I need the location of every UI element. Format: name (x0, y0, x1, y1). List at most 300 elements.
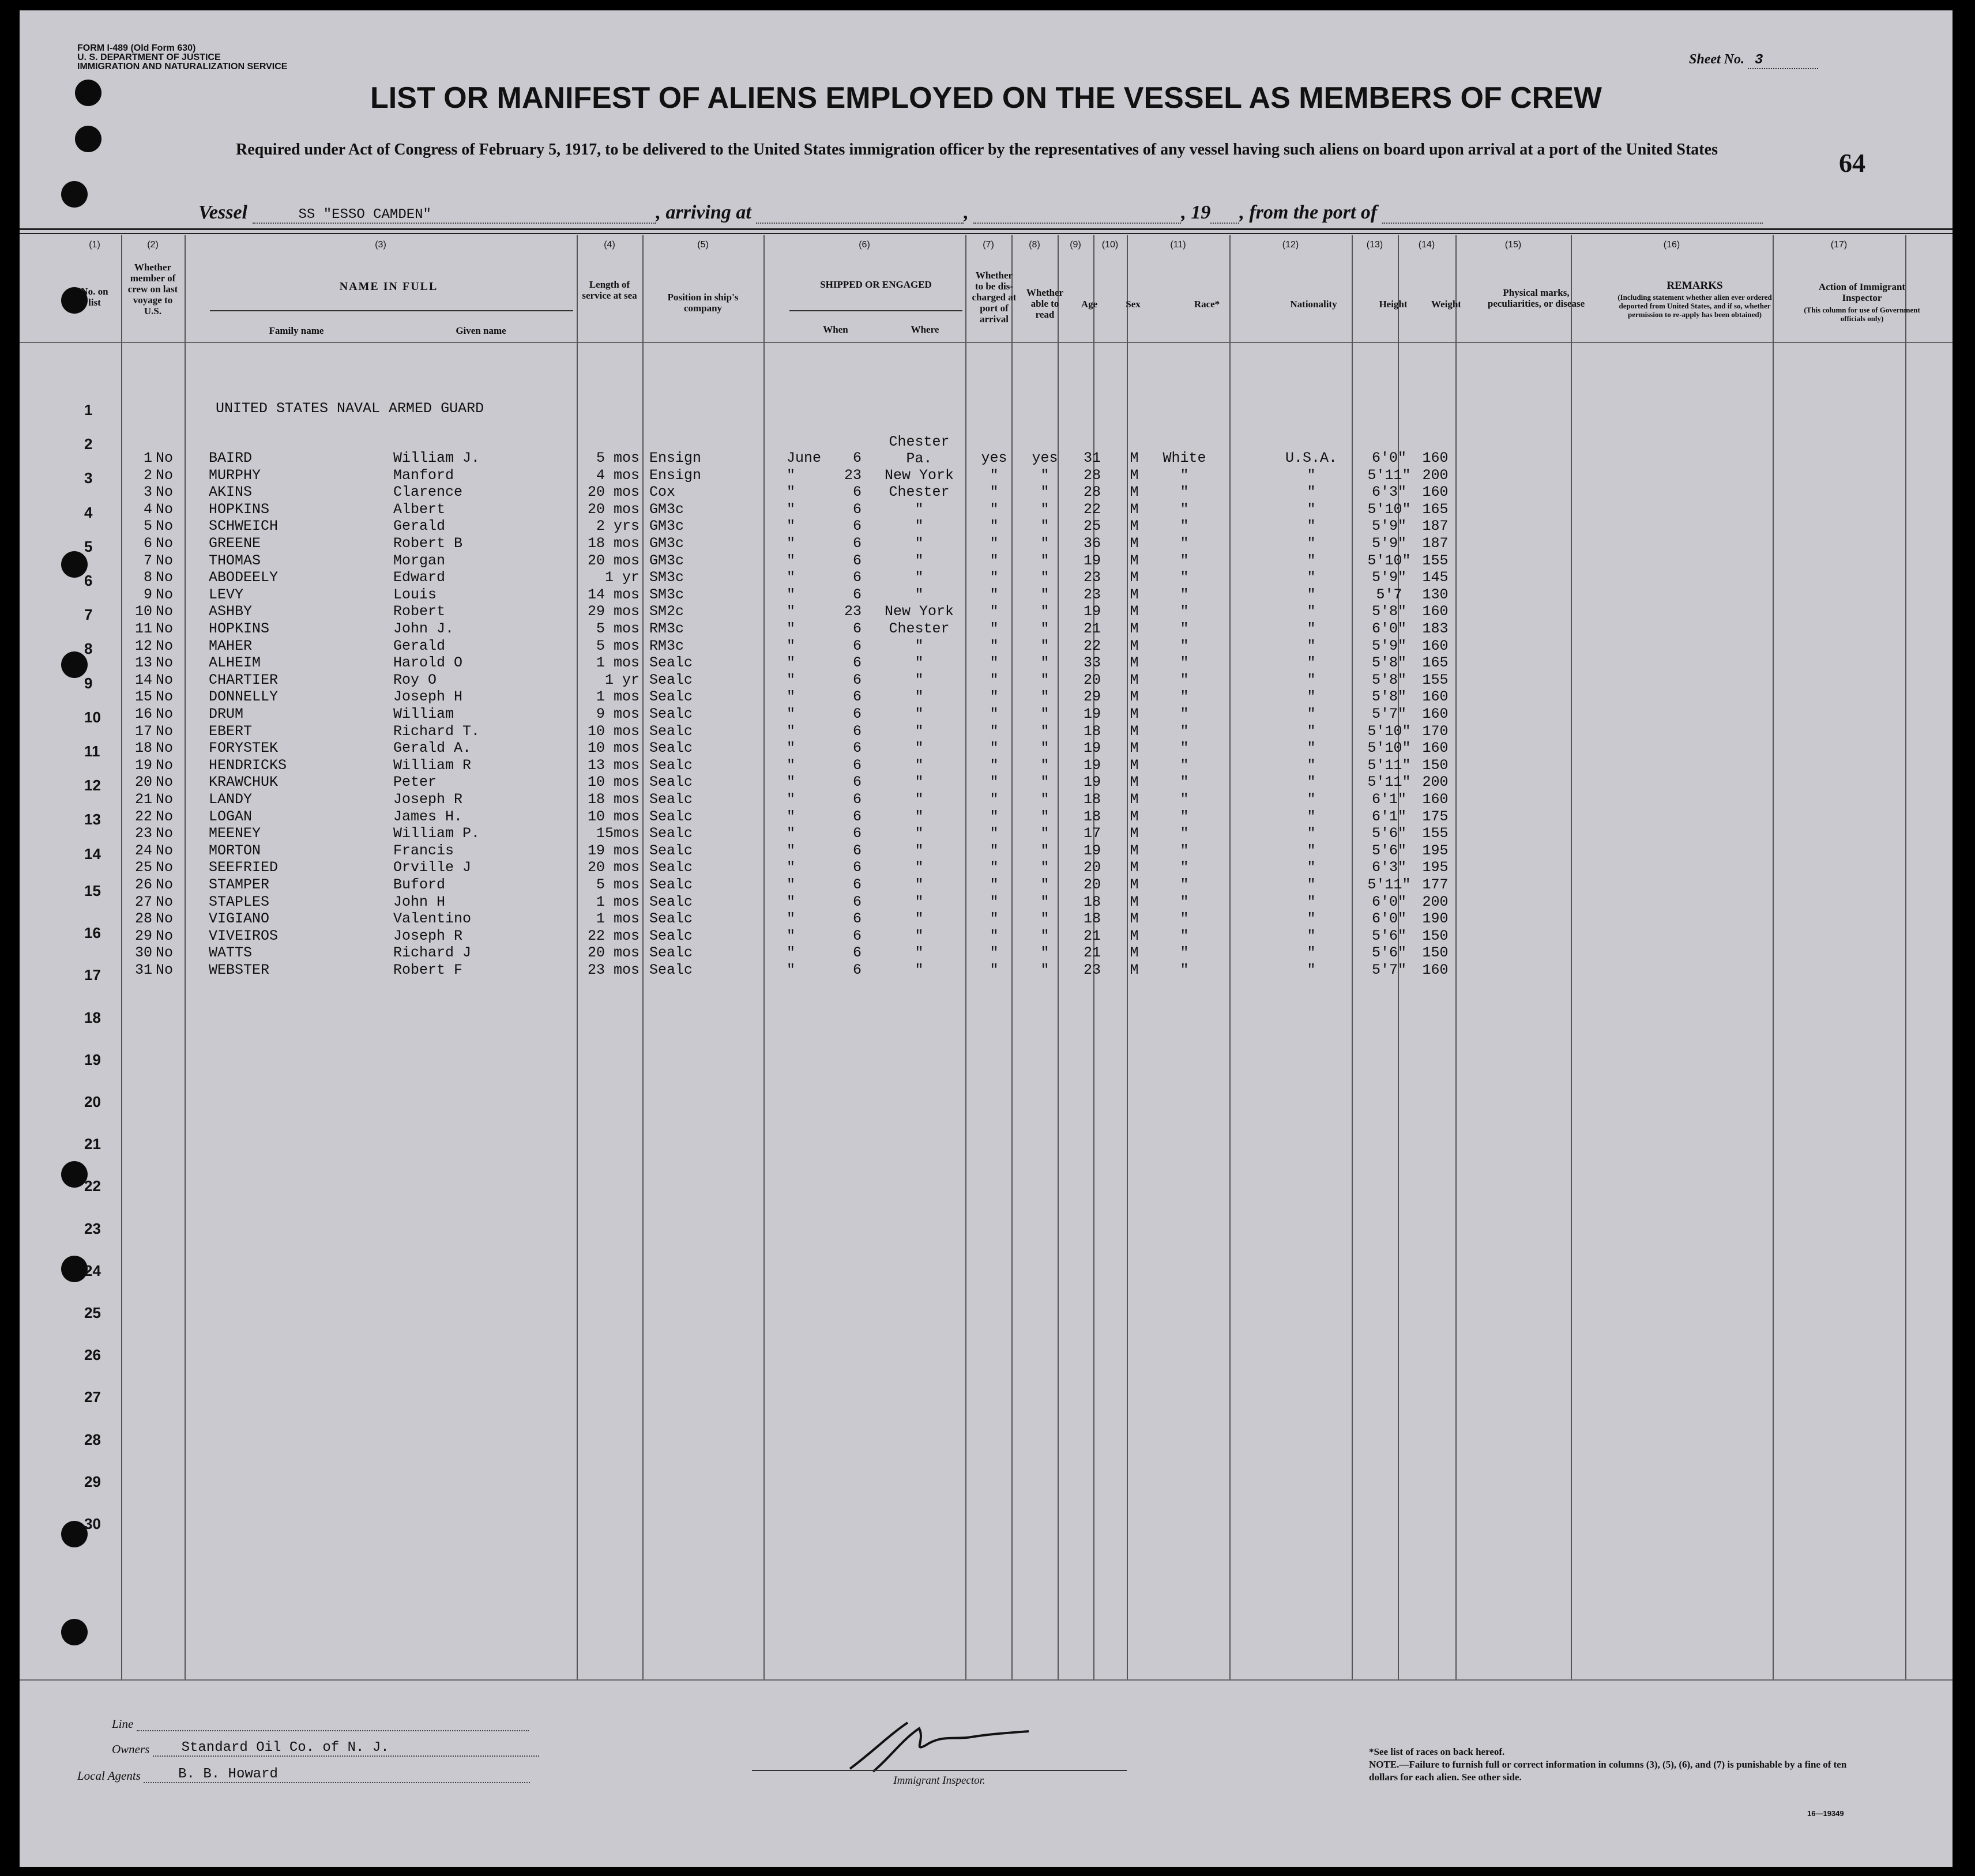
crew-previous-voyage: No (156, 552, 174, 569)
crew-previous-voyage: No (156, 484, 174, 500)
crew-height: 5'11" (1367, 467, 1411, 484)
crew-previous-voyage: No (156, 894, 174, 910)
crew-nationality: " (1307, 740, 1316, 756)
crew-weight: 160 (1422, 706, 1449, 722)
header-age: Age (1081, 299, 1098, 310)
sheet-number (1689, 52, 1818, 69)
crew-discharged: " (990, 808, 999, 825)
crew-discharged: " (990, 825, 999, 842)
agents-value: B. B. Howard (144, 1766, 530, 1783)
crew-where: New York (884, 603, 954, 620)
crew-weight: 187 (1422, 518, 1449, 534)
crew-given-name: William R (393, 757, 472, 774)
crew-height: 6'0" (1371, 894, 1406, 910)
line-number: 24 (84, 1262, 101, 1279)
crew-position: Sealc (649, 944, 693, 961)
crew-position: GM3c (649, 518, 684, 534)
line-number: 16 (84, 924, 101, 941)
line-number: 4 (84, 504, 93, 521)
crew-service-length: 5 mos (596, 450, 639, 466)
crew-race: " (1180, 774, 1189, 790)
crew-when-month: " (787, 791, 796, 808)
crew-able-to-read: " (1040, 638, 1049, 654)
crew-service-length: 1 mos (596, 688, 639, 705)
crew-when-day: 6 (852, 825, 862, 842)
line-field (112, 1717, 529, 1731)
binder-hole (61, 1619, 88, 1645)
line-number: 2 (84, 435, 93, 453)
crew-when-day: 6 (852, 723, 862, 740)
table-top-rule (20, 233, 1953, 234)
table-row (20, 603, 1953, 620)
crew-family-name: SEEFRIED (209, 859, 279, 876)
crew-when-month: " (787, 928, 796, 944)
crew-height: 5'7" (1371, 962, 1406, 978)
crew-when-month: " (787, 688, 796, 705)
crew-when-day: 6 (852, 535, 862, 552)
crew-able-to-read: " (1040, 928, 1049, 944)
crew-list-number: 1 (143, 450, 152, 466)
crew-race: " (1180, 603, 1189, 620)
crew-race: " (1180, 638, 1189, 654)
column-number: (7) (983, 240, 994, 250)
crew-weight: 150 (1422, 757, 1449, 774)
crew-weight: 195 (1422, 859, 1449, 876)
crew-list-number: 7 (143, 552, 152, 569)
crew-nationality: " (1307, 791, 1316, 808)
crew-height: 5'6" (1371, 825, 1406, 842)
header-inspector-action: Action of Immigrant Inspector (1818, 281, 1906, 303)
header-list-number: No. on list (81, 286, 108, 308)
crew-able-to-read: " (1040, 467, 1049, 484)
line-number: 21 (84, 1135, 101, 1152)
crew-service-length: 10 mos (587, 808, 639, 825)
crew-when-month: " (787, 672, 796, 688)
crew-nationality: " (1307, 825, 1316, 842)
crew-given-name: Francis (393, 842, 454, 859)
crew-able-to-read: " (1040, 654, 1049, 671)
crew-sex: M (1130, 620, 1139, 637)
crew-service-length: 29 mos (587, 603, 639, 620)
crew-height: 5'11" (1367, 757, 1411, 774)
crew-able-to-read: " (1040, 859, 1049, 876)
owners-label: Owners (112, 1742, 150, 1756)
crew-where: " (915, 774, 924, 790)
crew-when-month: " (787, 484, 796, 500)
crew-height: 5'11" (1367, 876, 1411, 893)
crew-sex: M (1130, 842, 1139, 859)
crew-list-number: 8 (143, 569, 152, 586)
crew-discharged: " (990, 928, 999, 944)
crew-list-number: 12 (134, 638, 152, 654)
crew-nationality: " (1307, 944, 1316, 961)
form-number: FORM I-489 (Old Form 630) (77, 43, 196, 53)
crew-family-name: ASHBY (209, 603, 253, 620)
crew-race: " (1180, 910, 1189, 927)
crew-given-name: Harold O (393, 654, 463, 671)
sheet-number-label: Sheet No. (1689, 52, 1744, 67)
crew-age: 21 (1083, 944, 1101, 961)
crew-race: " (1180, 484, 1189, 500)
crew-where: " (915, 842, 924, 859)
crew-height: 5'10" (1367, 552, 1411, 569)
crew-where: " (915, 586, 924, 603)
crew-service-length: 10 mos (587, 723, 639, 740)
crew-service-length: 9 mos (596, 706, 639, 722)
header-when: When (823, 324, 848, 335)
crew-discharged: " (990, 876, 999, 893)
crew-service-length: 1 yr (604, 569, 639, 586)
crew-service-length: 4 mos (596, 467, 639, 484)
crew-given-name: Gerald (393, 638, 446, 654)
crew-discharged: " (990, 944, 999, 961)
crew-when-month: " (787, 586, 796, 603)
crew-height: 5'8" (1371, 688, 1406, 705)
crew-family-name: ABODEELY (209, 569, 279, 586)
crew-given-name: Joseph R (393, 928, 463, 944)
crew-weight: 145 (1422, 569, 1449, 586)
page-subtitle: Required under Act of Congress of February 5, 1917, to be delivered to the United States immigration officer by the representatives of any vessel having such aliens on board upon arrival at a port of the United States (236, 141, 1718, 159)
crew-previous-voyage: No (156, 808, 174, 825)
crew-position: Sealc (649, 825, 693, 842)
crew-where: " (915, 910, 924, 927)
crew-discharged: " (990, 757, 999, 774)
crew-height: 6'0" (1371, 910, 1406, 927)
crew-weight: 155 (1422, 825, 1449, 842)
crew-position: Sealc (649, 962, 693, 978)
header-sex: Sex (1126, 299, 1141, 310)
crew-weight: 200 (1422, 467, 1449, 484)
crew-discharged: " (990, 859, 999, 876)
crew-when-day: 6 (852, 706, 862, 722)
crew-when-month: " (787, 774, 796, 790)
crew-list-number: 31 (134, 962, 152, 978)
crew-list-number: 24 (134, 842, 152, 859)
crew-given-name: Edward (393, 569, 446, 586)
crew-where: " (915, 791, 924, 808)
crew-able-to-read: " (1040, 825, 1049, 842)
crew-where: " (915, 859, 924, 876)
line-number: 18 (84, 1009, 101, 1026)
crew-weight: 165 (1422, 654, 1449, 671)
crew-when-month: " (787, 552, 796, 569)
crew-family-name: WEBSTER (209, 962, 270, 978)
crew-position: Sealc (649, 910, 693, 927)
line-number: 23 (84, 1220, 101, 1237)
crew-position: SM3c (649, 586, 684, 603)
crew-age: 20 (1083, 859, 1101, 876)
crew-age: 18 (1083, 894, 1101, 910)
table-row (20, 928, 1953, 944)
crew-list-number: 14 (134, 672, 152, 688)
crew-previous-voyage: No (156, 586, 174, 603)
crew-nationality: " (1307, 723, 1316, 740)
line-number: 17 (84, 966, 101, 984)
crew-sex: M (1130, 928, 1139, 944)
crew-position: Sealc (649, 740, 693, 756)
crew-nationality: " (1307, 484, 1316, 500)
table-row (20, 825, 1953, 842)
crew-when-day: 6 (852, 638, 862, 654)
crew-given-name: John J. (393, 620, 454, 637)
header-inspector-note: (This column for use of Government officials only) (1804, 306, 1920, 323)
crew-when-day: 6 (852, 672, 862, 688)
crew-position: Sealc (649, 928, 693, 944)
crew-given-name: Robert B (393, 535, 463, 552)
header-nationality: Nationality (1290, 299, 1337, 310)
crew-able-to-read: " (1040, 723, 1049, 740)
crew-previous-voyage: No (156, 467, 174, 484)
crew-position: RM3c (649, 620, 684, 637)
crew-given-name: John H (393, 894, 446, 910)
crew-able-to-read: " (1040, 518, 1049, 534)
crew-position: Sealc (649, 757, 693, 774)
crew-given-name: Louis (393, 586, 437, 603)
crew-family-name: HOPKINS (209, 620, 270, 637)
crew-where: Chester (889, 484, 950, 500)
crew-discharged: yes (981, 450, 1007, 466)
crew-when-day: 6 (852, 518, 862, 534)
crew-race: " (1180, 740, 1189, 756)
crew-previous-voyage: No (156, 569, 174, 586)
table-row (20, 842, 1953, 859)
crew-family-name: MURPHY (209, 467, 261, 484)
crew-list-number: 23 (134, 825, 152, 842)
crew-age: 19 (1083, 757, 1101, 774)
crew-given-name: Roy O (393, 672, 437, 688)
crew-sex: M (1130, 876, 1139, 893)
crew-list-number: 28 (134, 910, 152, 927)
crew-when-day: 6 (852, 484, 862, 500)
crew-previous-voyage: No (156, 791, 174, 808)
crew-family-name: STAMPER (209, 876, 270, 893)
crew-sex: M (1130, 757, 1139, 774)
table-row (20, 894, 1953, 910)
crew-given-name: Orville J (393, 859, 472, 876)
crew-race: " (1180, 876, 1189, 893)
crew-service-length: 15mos (596, 825, 639, 842)
crew-sex: M (1130, 467, 1139, 484)
crew-discharged: " (990, 569, 999, 586)
line-number: 29 (84, 1473, 101, 1490)
crew-family-name: CHARTIER (209, 672, 279, 688)
crew-list-number: 20 (134, 774, 152, 790)
inspector-signature-line: Immigrant Inspector. (752, 1770, 1127, 1787)
crew-previous-voyage: No (156, 535, 174, 552)
table-row (20, 484, 1953, 500)
crew-sex: M (1130, 706, 1139, 722)
crew-nationality: " (1307, 654, 1316, 671)
crew-able-to-read: " (1040, 962, 1049, 978)
crew-height: 5'9" (1371, 535, 1406, 552)
crew-weight: 160 (1422, 484, 1449, 500)
line-number: 19 (84, 1051, 101, 1068)
crew-when-month: " (787, 962, 796, 978)
crew-service-length: 18 mos (587, 791, 639, 808)
crew-family-name: THOMAS (209, 552, 261, 569)
crew-when-day: 6 (852, 450, 862, 466)
crew-height: 5'8" (1371, 603, 1406, 620)
crew-race: " (1180, 894, 1189, 910)
crew-discharged: " (990, 894, 999, 910)
crew-weight: 160 (1422, 638, 1449, 654)
crew-where: " (915, 928, 924, 944)
table-row (20, 688, 1953, 705)
crew-weight: 190 (1422, 910, 1449, 927)
crew-height: 5'10" (1367, 740, 1411, 756)
crew-weight: 187 (1422, 535, 1449, 552)
penalty-note: NOTE.—Failure to furnish full or correct information in columns (3), (5), (6), and (7) is punishable by a fine of ten dollars for each alien. See other side. (1369, 1759, 1847, 1783)
crew-discharged: " (990, 501, 999, 518)
crew-when-day: 6 (852, 757, 862, 774)
crew-discharged: " (990, 962, 999, 978)
column-number: (13) (1366, 240, 1383, 250)
crew-age: 23 (1083, 586, 1101, 603)
crew-sex: M (1130, 688, 1139, 705)
crew-weight: 177 (1422, 876, 1449, 893)
crew-list-number: 29 (134, 928, 152, 944)
crew-when-month: " (787, 501, 796, 518)
crew-when-day: 6 (852, 842, 862, 859)
crew-able-to-read: " (1040, 535, 1049, 552)
line-number: 25 (84, 1304, 101, 1321)
crew-sex: M (1130, 808, 1139, 825)
crew-previous-voyage: No (156, 518, 174, 534)
header-remarks-note: (Including statement whether alien ever ordered deported from United States, and if so, whether permission to re-apply has been obtained) (1617, 293, 1772, 319)
crew-when-day: 6 (852, 654, 862, 671)
crew-race: " (1180, 620, 1189, 637)
crew-able-to-read: " (1040, 876, 1049, 893)
shipped-header-underline (789, 310, 962, 311)
table-row (20, 518, 1953, 534)
crew-where: " (915, 723, 924, 740)
crew-race: " (1180, 586, 1189, 603)
crew-sex: M (1130, 654, 1139, 671)
crew-height: 5'11" (1367, 774, 1411, 790)
binder-hole (61, 181, 88, 208)
crew-age: 20 (1083, 672, 1101, 688)
crew-sex: M (1130, 723, 1139, 740)
crew-family-name: STAPLES (209, 894, 270, 910)
crew-able-to-read: " (1040, 569, 1049, 586)
crew-service-length: 23 mos (587, 962, 639, 978)
crew-able-to-read: " (1040, 757, 1049, 774)
header-given-name: Given name (456, 325, 506, 336)
crew-able-to-read: " (1040, 603, 1049, 620)
crew-when-day: 6 (852, 569, 862, 586)
crew-position: Sealc (649, 672, 693, 688)
column-number: (5) (697, 240, 709, 250)
crew-when-month: June (787, 450, 822, 466)
crew-service-length: 13 mos (587, 757, 639, 774)
crew-nationality: " (1307, 706, 1316, 722)
header-length-of-service: Length of service at sea (582, 279, 637, 301)
crew-when-month: " (787, 654, 796, 671)
crew-position: RM3c (649, 638, 684, 654)
crew-height: 5'8" (1371, 672, 1406, 688)
crew-previous-voyage: No (156, 859, 174, 876)
crew-race: " (1180, 962, 1189, 978)
column-number: (15) (1504, 240, 1522, 250)
crew-when-day: 6 (852, 944, 862, 961)
line-number: 26 (84, 1346, 101, 1363)
crew-family-name: FORYSTEK (209, 740, 279, 756)
crew-previous-voyage: No (156, 620, 174, 637)
crew-weight: 155 (1422, 672, 1449, 688)
crew-nationality: " (1307, 552, 1316, 569)
crew-service-length: 20 mos (587, 484, 639, 500)
line-number: 13 (84, 811, 101, 828)
header-able-to-read: Whether able to read (1026, 287, 1064, 320)
crew-discharged: " (990, 535, 999, 552)
crew-sex: M (1130, 910, 1139, 927)
crew-height: 5'9" (1371, 638, 1406, 654)
crew-previous-voyage: No (156, 928, 174, 944)
crew-given-name: Valentino (393, 910, 472, 927)
column-number: (3) (375, 240, 386, 250)
crew-position: Sealc (649, 774, 693, 790)
crew-weight: 160 (1422, 962, 1449, 978)
crew-given-name: Robert (393, 603, 446, 620)
crew-list-number: 2 (143, 467, 152, 484)
crew-height: 6'3" (1371, 484, 1406, 500)
crew-list-number: 5 (143, 518, 152, 534)
crew-service-length: 10 mos (587, 774, 639, 790)
crew-list-number: 9 (143, 586, 152, 603)
crew-age: 19 (1083, 552, 1101, 569)
table-row (20, 501, 1953, 518)
crew-sex: M (1130, 962, 1139, 978)
crew-when-month: " (787, 740, 796, 756)
crew-given-name: William (393, 706, 454, 722)
crew-list-number: 27 (134, 894, 152, 910)
crew-given-name: Richard T. (393, 723, 480, 740)
crew-race: " (1180, 757, 1189, 774)
form-code: 16—19349 (1807, 1809, 1844, 1818)
table-bottom-rule (20, 1679, 1953, 1681)
column-number: (14) (1418, 240, 1435, 250)
crew-where: " (915, 501, 924, 518)
line-number: 15 (84, 882, 101, 899)
table-row (20, 586, 1953, 603)
crew-service-length: 1 yr (604, 672, 639, 688)
crew-position: Ensign (649, 467, 702, 484)
crew-previous-voyage: No (156, 638, 174, 654)
crew-race: " (1180, 723, 1189, 740)
table-row (20, 672, 1953, 688)
owners-value: Standard Oil Co. of N. J. (153, 1740, 539, 1757)
header-where: Where (911, 324, 939, 335)
crew-when-month: " (787, 706, 796, 722)
column-number: (1) (89, 240, 100, 250)
crew-when-month: " (787, 467, 796, 484)
crew-race: " (1180, 501, 1189, 518)
crew-given-name: William J. (393, 450, 480, 466)
crew-race: " (1180, 859, 1189, 876)
crew-service-length: 20 mos (587, 501, 639, 518)
crew-list-number: 21 (134, 791, 152, 808)
crew-nationality: " (1307, 876, 1316, 893)
crew-service-length: 18 mos (587, 535, 639, 552)
header-discharged: Whether to be dis-charged at port of arrival (972, 270, 1017, 325)
crew-height: 5'7" (1371, 706, 1406, 722)
crew-where: " (915, 876, 924, 893)
crew-height: 6'1" (1371, 791, 1406, 808)
crew-where: Chester (889, 620, 950, 637)
crew-family-name: MORTON (209, 842, 261, 859)
crew-previous-voyage: No (156, 842, 174, 859)
crew-where: " (915, 757, 924, 774)
